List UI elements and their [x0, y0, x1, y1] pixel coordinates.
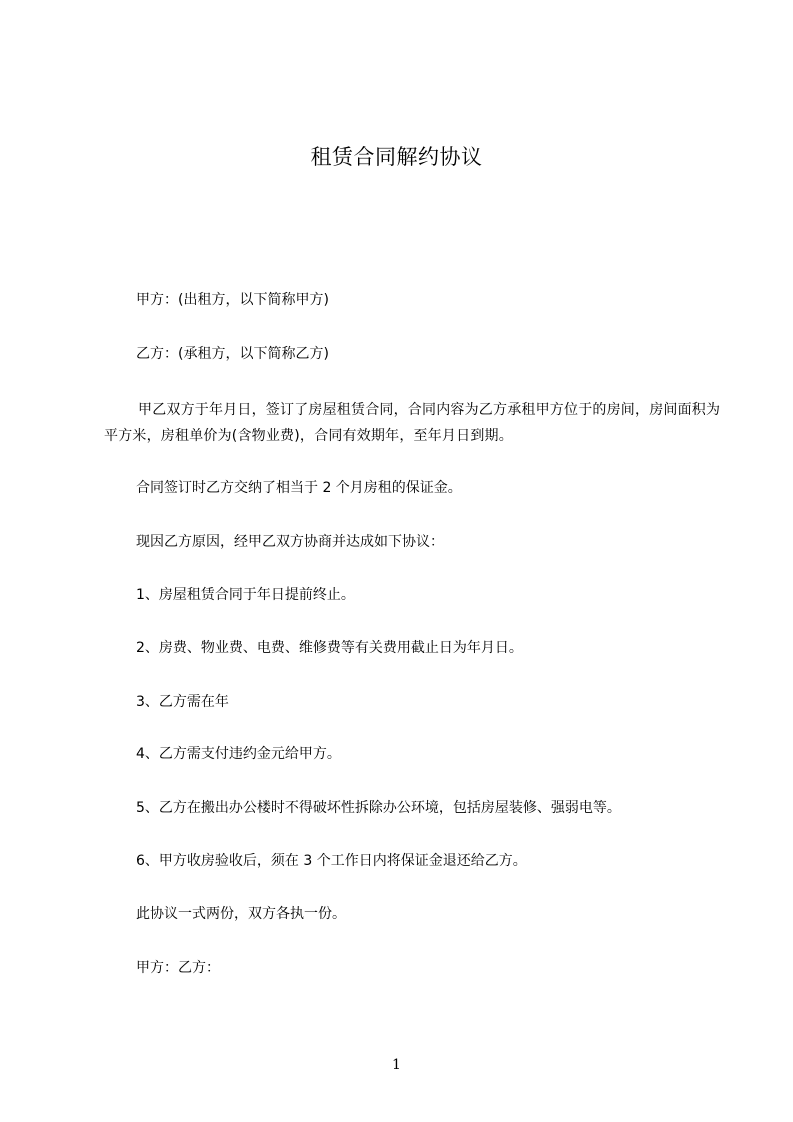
clause-item: 2、房费、物业费、电费、维修费等有关费用截止日为年月日。	[136, 640, 523, 656]
copies-paragraph: 此协议一式两份，双方各执一份。	[136, 906, 346, 922]
page-number: 1	[392, 1057, 401, 1073]
clause-item: 1、房屋租赁合同于年日提前终止。	[136, 587, 355, 603]
signature-line: 甲方：乙方：	[136, 960, 220, 976]
clause-item: 3、乙方需在年	[136, 694, 229, 710]
clause-item: 4、乙方需支付违约金元给甲方。	[136, 746, 341, 762]
deposit-paragraph: 合同签订时乙方交纳了相当于 2 个月房租的保证金。	[136, 480, 462, 496]
document-title: 租赁合同解约协议	[310, 145, 483, 169]
clause-item: 6、甲方收房验收后，须在 3 个工作日内将保证金退还给乙方。	[136, 853, 527, 869]
reason-paragraph: 现因乙方原因，经甲乙双方协商并达成如下协议：	[136, 534, 444, 550]
party-a-line: 甲方：(出租方，以下简称甲方)	[136, 292, 329, 308]
intro-paragraph: 甲乙双方于年月日，签订了房屋租赁合同，合同内容为乙方承租甲方位于的房间，房间面积为平方米，房租单价为(含物业费)，合同有效期年，至年月日到期。	[104, 402, 721, 444]
clause-item: 5、乙方在搬出办公楼时不得破坏性拆除办公环境，包括房屋装修、强弱电等。	[136, 800, 621, 816]
party-b-line: 乙方：(承租方，以下简称乙方)	[136, 346, 329, 362]
